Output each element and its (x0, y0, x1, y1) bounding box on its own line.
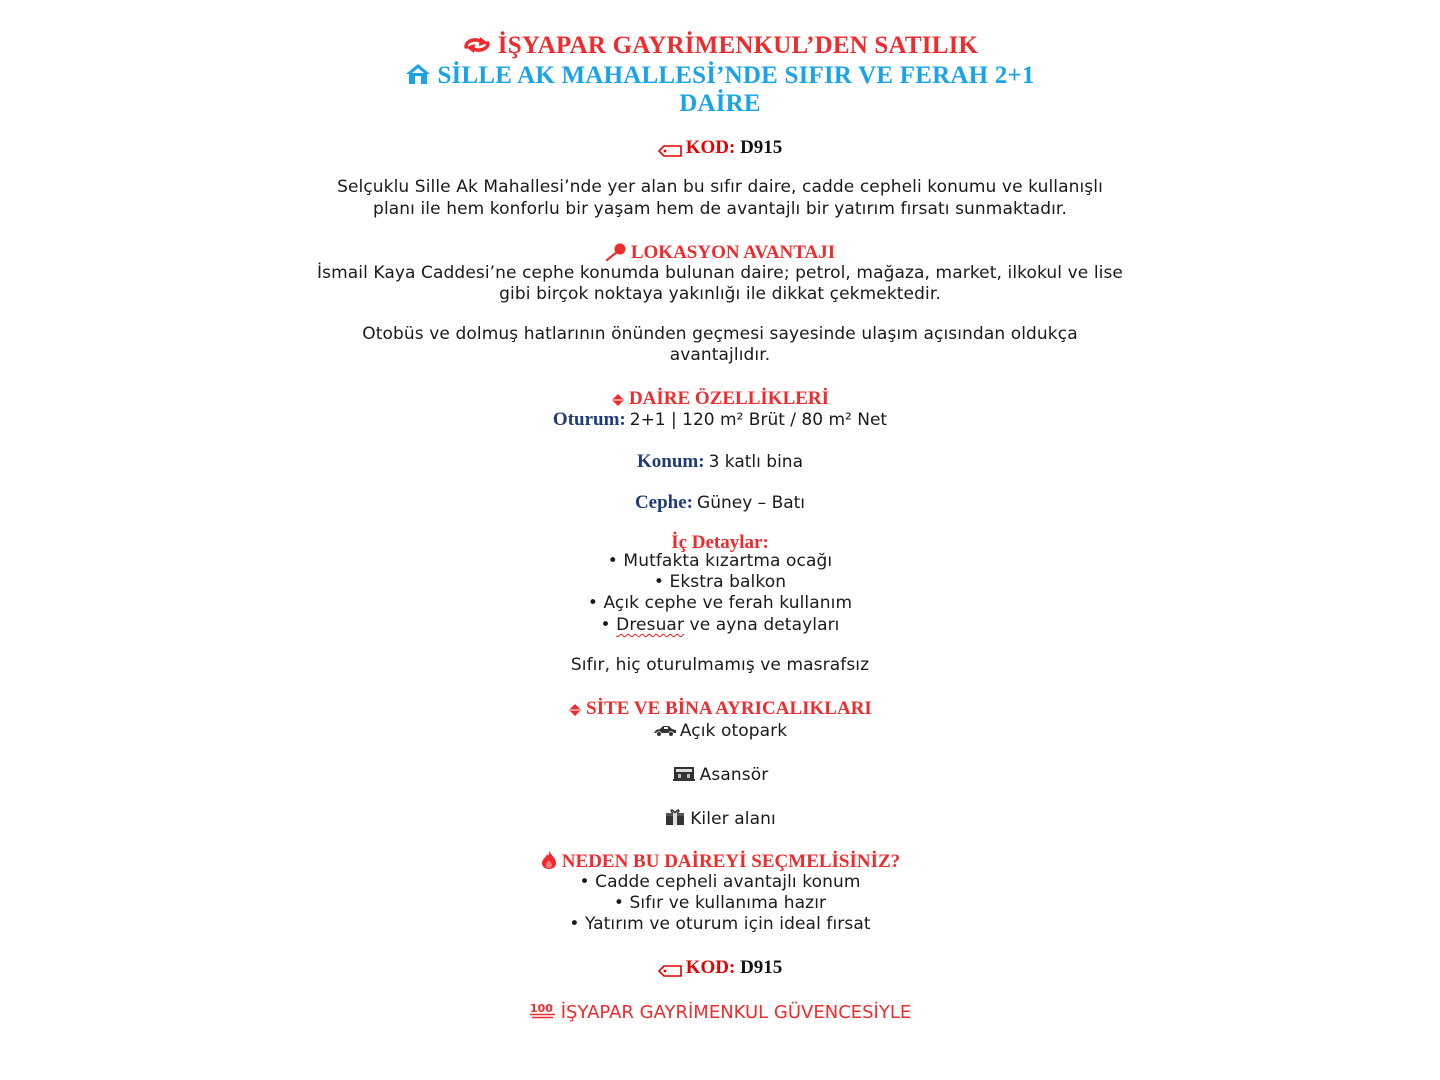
why-heading-text: NEDEN BU DAİREYİ SEÇMELİSİNİZ? (561, 851, 901, 872)
why-item: • Sıfır ve kullanıma hazır (613, 893, 827, 913)
code-top-value: D915 (740, 137, 783, 158)
label-tag-icon (658, 142, 682, 154)
interior-heading: İç Detaylar: (671, 532, 769, 553)
features-heading-text: DAİRE ÖZELLİKLERİ (628, 388, 830, 409)
svg-text:100: 100 (529, 1002, 553, 1015)
site-heading-text: SİTE VE BİNA AYRICALIKLARI (586, 698, 872, 719)
intro-line-1: Selçuklu Sille Ak Mahallesi’nde yer alan bu sıfır daire, cadde cepheli konumu ve kullanışlı (337, 177, 1103, 197)
site-heading (0, 699, 1440, 718)
why-item: • Cadde cepheli avantajlı konum (579, 872, 861, 892)
title-line-1 (0, 33, 1440, 58)
feature-cephe (0, 493, 1440, 512)
code-top (0, 138, 1440, 157)
house-icon (405, 63, 431, 85)
feature-cephe-value: Güney – Batı (697, 493, 806, 513)
footer-line (0, 1004, 1440, 1022)
interior-item: • Açık cephe ve ferah kullanım (587, 593, 853, 613)
red-diamond-icon (611, 392, 625, 406)
interior-item-last (0, 617, 1440, 634)
code-bottom-label: KOD: (685, 957, 736, 978)
location-heading (0, 243, 1440, 263)
condition-text: Sıfır, hiç oturulmamış ve masrafsız (570, 655, 870, 675)
location-p1-line-2: gibi birçok noktaya yakınlığı ile dikkat çekmektedir. (499, 284, 941, 304)
why-heading (0, 852, 1440, 873)
location-heading-text: LOKASYON AVANTAJI (630, 242, 836, 263)
why-item: • Yatırım ve oturum için ideal fırsat (569, 914, 871, 934)
car-icon (653, 724, 677, 736)
spellcheck-word: Dresuar (616, 615, 685, 635)
site-item-parking (0, 723, 1440, 740)
title-line-2-text: SİLLE AK MAHALLESİ’NDE SIFIR VE FERAH 2+1 (437, 62, 1035, 89)
location-p1-line-1: İsmail Kaya Caddesi’ne cephe konumda bulunan daire; petrol, mağaza, market, ilkokul ve lise (317, 263, 1123, 283)
storage-box-icon (664, 808, 686, 826)
feature-oturum-label: Oturum: (552, 409, 626, 430)
pushpin-icon (605, 243, 627, 261)
site-item-elevator (0, 767, 1440, 784)
site-item-storage-text: Kiler alanı (690, 809, 776, 829)
title-line-2 (0, 63, 1440, 88)
site-item-elevator-text: Asansör (699, 765, 769, 785)
feature-oturum-value: 2+1 | 120 m² Brüt / 80 m² Net (629, 410, 888, 430)
hundred-points-icon (529, 1001, 557, 1019)
code-top-label: KOD: (685, 137, 736, 158)
rotating-arrows-icon (462, 35, 492, 55)
intro-line-2: planı ile hem konforlu bir yaşam hem de avantajlı bir yatırım fırsatı sunmaktadır. (373, 199, 1067, 219)
title-line-1-text: İŞYAPAR GAYRİMENKUL’DEN SATILIK (497, 32, 979, 59)
location-p2-line-2: avantajlıdır. (669, 345, 771, 365)
red-diamond-icon (568, 702, 582, 716)
code-bottom-value: D915 (740, 957, 783, 978)
site-item-storage (0, 810, 1440, 828)
interior-item: • Ekstra balkon (653, 572, 787, 592)
interior-item: • Mutfakta kızartma ocağı (607, 551, 833, 571)
interior-bullet: • (600, 615, 617, 635)
elevator-icon (672, 765, 696, 781)
interior-item-rest: ve ayna detayları (684, 615, 840, 635)
feature-oturum (0, 410, 1440, 429)
location-p2-line-1: Otobüs ve dolmuş hatlarının önünden geçmesi sayesinde ulaşım açısından oldukça (362, 324, 1078, 344)
feature-konum (0, 452, 1440, 471)
feature-konum-label: Konum: (637, 451, 705, 472)
footer-text: İŞYAPAR GAYRİMENKUL GÜVENCESİYLE (560, 1002, 912, 1023)
feature-cephe-label: Cephe: (634, 492, 694, 513)
site-item-parking-text: Açık otopark (679, 721, 788, 741)
fire-icon (540, 850, 558, 870)
code-bottom (0, 958, 1440, 977)
features-heading (0, 389, 1440, 408)
title-line-3: DAİRE (679, 90, 761, 117)
feature-konum-value: 3 katlı bina (708, 452, 803, 472)
label-tag-icon (658, 962, 682, 974)
